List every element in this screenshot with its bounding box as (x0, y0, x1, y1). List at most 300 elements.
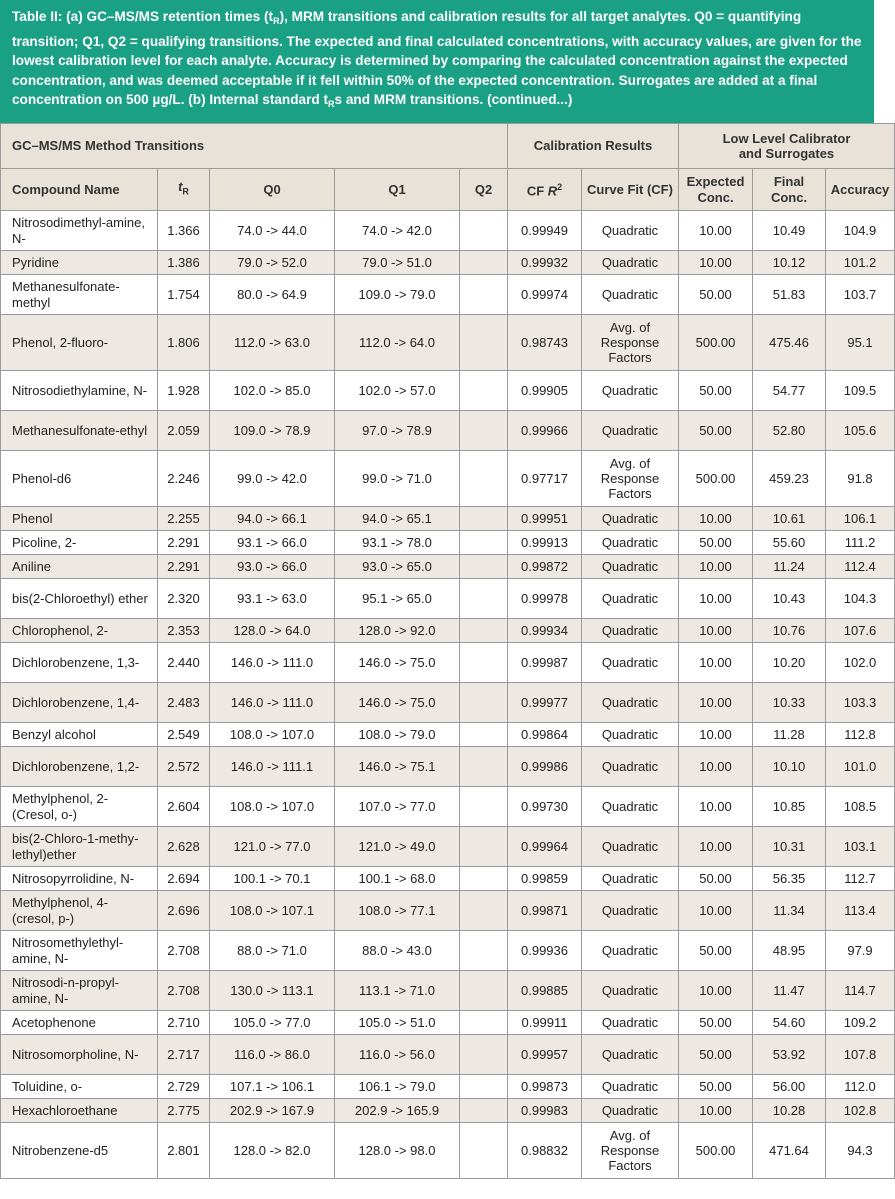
cell-fit: Quadratic (582, 371, 679, 411)
table-row (1, 1075, 895, 1099)
cell-expected: 50.00 (679, 531, 753, 555)
cell-final: 10.49 (753, 211, 826, 251)
cell-q1: 108.0 -> 77.1 (335, 891, 460, 931)
table-row (1, 555, 895, 579)
cell-expected: 10.00 (679, 251, 753, 275)
cell-q1: 100.1 -> 68.0 (335, 867, 460, 891)
cell-q0: 130.0 -> 113.1 (210, 971, 335, 1011)
cell-name: Methanesulfonate-methyl (1, 275, 158, 315)
cell-final: 10.10 (753, 747, 826, 787)
col-header-q0: Q0 (210, 169, 335, 211)
column-header-row (1, 169, 895, 211)
cell-expected: 500.00 (679, 315, 753, 371)
cell-r2: 0.99905 (508, 371, 582, 411)
cell-q2 (460, 747, 508, 787)
cell-final: 48.95 (753, 931, 826, 971)
table-row (1, 891, 895, 931)
cell-final: 11.24 (753, 555, 826, 579)
cell-r2: 0.99936 (508, 931, 582, 971)
cell-final: 471.64 (753, 1123, 826, 1179)
cell-fit: Quadratic (582, 747, 679, 787)
cell-q0: 88.0 -> 71.0 (210, 931, 335, 971)
cell-name: Nitrosodiethylamine, N- (1, 371, 158, 411)
cell-q2 (460, 1075, 508, 1099)
cell-name: Chlorophenol, 2- (1, 619, 158, 643)
col-header-cf-r2 (508, 169, 582, 211)
cell-name: bis(2-Chloroethyl) ether (1, 579, 158, 619)
cell-q0: 128.0 -> 82.0 (210, 1123, 335, 1179)
cell-expected: 10.00 (679, 827, 753, 867)
table-row (1, 867, 895, 891)
cell-r2: 0.99987 (508, 643, 582, 683)
cell-accuracy: 91.8 (826, 451, 895, 507)
caption-text-start: Table II: (a) GC–MS/MS retention times (t (12, 9, 274, 24)
cell-accuracy: 113.4 (826, 891, 895, 931)
cell-final: 52.80 (753, 411, 826, 451)
cell-q2 (460, 971, 508, 1011)
cell-final: 10.20 (753, 643, 826, 683)
cell-q2 (460, 787, 508, 827)
cell-tr: 2.353 (158, 619, 210, 643)
table-row (1, 723, 895, 747)
table-row (1, 451, 895, 507)
table-row (1, 275, 895, 315)
cell-q1: 202.9 -> 165.9 (335, 1099, 460, 1123)
col-header-final-label: Final Conc. (770, 174, 808, 205)
cell-q1: 109.0 -> 79.0 (335, 275, 460, 315)
col-header-accuracy: Accuracy (826, 169, 895, 211)
cell-expected: 10.00 (679, 555, 753, 579)
cell-expected: 10.00 (679, 507, 753, 531)
cell-fit: Quadratic (582, 683, 679, 723)
cell-r2: 0.99872 (508, 555, 582, 579)
cell-tr: 2.775 (158, 1099, 210, 1123)
cell-q0: 121.0 -> 77.0 (210, 827, 335, 867)
cell-r2: 0.99911 (508, 1011, 582, 1035)
cell-expected: 10.00 (679, 579, 753, 619)
col-header-q1: Q1 (335, 169, 460, 211)
cell-q1: 121.0 -> 49.0 (335, 827, 460, 867)
group-header-low-level (679, 124, 895, 169)
cell-fit: Quadratic (582, 643, 679, 683)
cell-r2: 0.99932 (508, 251, 582, 275)
cell-accuracy: 107.6 (826, 619, 895, 643)
cell-expected: 10.00 (679, 643, 753, 683)
cell-final: 51.83 (753, 275, 826, 315)
col-header-curve-fit: Curve Fit (CF) (582, 169, 679, 211)
cell-fit: Quadratic (582, 507, 679, 531)
cell-q1: 102.0 -> 57.0 (335, 371, 460, 411)
cell-name: Phenol, 2-fluoro- (1, 315, 158, 371)
cell-q1: 108.0 -> 79.0 (335, 723, 460, 747)
cell-q0: 107.1 -> 106.1 (210, 1075, 335, 1099)
cell-fit: Quadratic (582, 251, 679, 275)
table-row (1, 211, 895, 251)
cell-final: 11.28 (753, 723, 826, 747)
cell-fit: Quadratic (582, 931, 679, 971)
cell-tr: 2.291 (158, 531, 210, 555)
cell-q2 (460, 371, 508, 411)
cell-tr: 1.386 (158, 251, 210, 275)
table-row (1, 643, 895, 683)
cell-name: Nitrosodimethyl-amine, N- (1, 211, 158, 251)
cell-fit: Quadratic (582, 1011, 679, 1035)
cell-q0: 100.1 -> 70.1 (210, 867, 335, 891)
cell-accuracy: 112.0 (826, 1075, 895, 1099)
cell-tr: 2.246 (158, 451, 210, 507)
cell-q2 (460, 579, 508, 619)
cell-q2 (460, 723, 508, 747)
cell-final: 10.85 (753, 787, 826, 827)
cell-final: 53.92 (753, 1035, 826, 1075)
cell-fit: Quadratic (582, 827, 679, 867)
cell-name: Nitrosopyrrolidine, N- (1, 867, 158, 891)
cell-q0: 116.0 -> 86.0 (210, 1035, 335, 1075)
table-row (1, 1123, 895, 1179)
cell-tr: 2.483 (158, 683, 210, 723)
cell-q2 (460, 251, 508, 275)
cell-q1: 93.1 -> 78.0 (335, 531, 460, 555)
cell-accuracy: 107.8 (826, 1035, 895, 1075)
cell-q1: 116.0 -> 56.0 (335, 1035, 460, 1075)
cell-q2 (460, 867, 508, 891)
cell-final: 11.47 (753, 971, 826, 1011)
cell-q2 (460, 683, 508, 723)
cell-expected: 500.00 (679, 1123, 753, 1179)
cell-accuracy: 112.7 (826, 867, 895, 891)
cell-name: Picoline, 2- (1, 531, 158, 555)
cell-r2: 0.98743 (508, 315, 582, 371)
cell-q1: 146.0 -> 75.0 (335, 643, 460, 683)
cell-tr: 2.628 (158, 827, 210, 867)
cell-final: 10.31 (753, 827, 826, 867)
cell-final: 56.35 (753, 867, 826, 891)
cell-fit: Quadratic (582, 211, 679, 251)
cell-accuracy: 102.0 (826, 643, 895, 683)
cell-final: 10.28 (753, 1099, 826, 1123)
cell-r2: 0.99978 (508, 579, 582, 619)
cell-q0: 112.0 -> 63.0 (210, 315, 335, 371)
cell-expected: 10.00 (679, 891, 753, 931)
cell-r2: 0.99913 (508, 531, 582, 555)
cell-tr: 2.708 (158, 971, 210, 1011)
cell-name: Hexachloroethane (1, 1099, 158, 1123)
cell-name: Aniline (1, 555, 158, 579)
cell-q2 (460, 411, 508, 451)
cell-q2 (460, 891, 508, 931)
group-header-low-level-label: Low Level Calibrator and Surrogates (722, 130, 851, 161)
table-row (1, 931, 895, 971)
cell-r2: 0.97717 (508, 451, 582, 507)
cell-q1: 74.0 -> 42.0 (335, 211, 460, 251)
cell-q2 (460, 211, 508, 251)
cell-q2 (460, 507, 508, 531)
cell-fit: Quadratic (582, 723, 679, 747)
cell-tr: 2.696 (158, 891, 210, 931)
cell-expected: 10.00 (679, 723, 753, 747)
cell-expected: 50.00 (679, 867, 753, 891)
cell-q2 (460, 275, 508, 315)
cell-tr: 2.801 (158, 1123, 210, 1179)
cell-fit: Quadratic (582, 619, 679, 643)
cell-q0: 109.0 -> 78.9 (210, 411, 335, 451)
cell-expected: 10.00 (679, 971, 753, 1011)
cell-tr: 2.440 (158, 643, 210, 683)
cell-q2 (460, 315, 508, 371)
table-row (1, 683, 895, 723)
cell-fit: Quadratic (582, 531, 679, 555)
col-header-r-label: R (547, 183, 558, 199)
col-header-expected-label: Expected Conc. (686, 174, 745, 205)
cell-r2: 0.99871 (508, 891, 582, 931)
cell-q0: 93.1 -> 63.0 (210, 579, 335, 619)
cell-name: Dichlorobenzene, 1,3- (1, 643, 158, 683)
cell-fit: Avg. of Response Factors (582, 315, 679, 371)
col-header-q2: Q2 (460, 169, 508, 211)
table-row (1, 1035, 895, 1075)
cell-q1: 128.0 -> 98.0 (335, 1123, 460, 1179)
cell-name: bis(2-Chloro-1-methy-lethyl)ether (1, 827, 158, 867)
cell-expected: 50.00 (679, 275, 753, 315)
cell-q1: 112.0 -> 64.0 (335, 315, 460, 371)
col-header-tr-label: t (178, 178, 183, 194)
cell-r2: 0.99730 (508, 787, 582, 827)
cell-r2: 0.99873 (508, 1075, 582, 1099)
cell-expected: 50.00 (679, 1075, 753, 1099)
cell-expected: 10.00 (679, 787, 753, 827)
cell-q1: 106.1 -> 79.0 (335, 1075, 460, 1099)
cell-accuracy: 111.2 (826, 531, 895, 555)
cell-name: Nitrosodi-n-propyl-amine, N- (1, 971, 158, 1011)
cell-name: Pyridine (1, 251, 158, 275)
cell-r2: 0.99977 (508, 683, 582, 723)
cell-q0: 93.1 -> 66.0 (210, 531, 335, 555)
cell-expected: 50.00 (679, 411, 753, 451)
cell-q2 (460, 1099, 508, 1123)
table-row (1, 827, 895, 867)
cell-expected: 500.00 (679, 451, 753, 507)
col-header-expected (679, 169, 753, 211)
cell-q2 (460, 555, 508, 579)
table-caption (0, 0, 874, 123)
cell-tr: 2.059 (158, 411, 210, 451)
cell-q1: 146.0 -> 75.1 (335, 747, 460, 787)
cell-q2 (460, 619, 508, 643)
cell-expected: 50.00 (679, 1011, 753, 1035)
cell-accuracy: 103.7 (826, 275, 895, 315)
cell-final: 10.12 (753, 251, 826, 275)
results-table (0, 123, 895, 1179)
cell-fit: Quadratic (582, 411, 679, 451)
cell-fit: Quadratic (582, 1075, 679, 1099)
cell-q1: 88.0 -> 43.0 (335, 931, 460, 971)
cell-accuracy: 103.3 (826, 683, 895, 723)
cell-accuracy: 103.1 (826, 827, 895, 867)
cell-q0: 80.0 -> 64.9 (210, 275, 335, 315)
cell-accuracy: 114.7 (826, 971, 895, 1011)
cell-expected: 10.00 (679, 1099, 753, 1123)
cell-accuracy: 104.3 (826, 579, 895, 619)
cell-accuracy: 102.8 (826, 1099, 895, 1123)
table-row (1, 747, 895, 787)
cell-expected: 50.00 (679, 931, 753, 971)
cell-r2: 0.99974 (508, 275, 582, 315)
cell-accuracy: 94.3 (826, 1123, 895, 1179)
cell-q0: 108.0 -> 107.0 (210, 787, 335, 827)
cell-final: 475.46 (753, 315, 826, 371)
col-header-tr-sub: R (182, 186, 189, 197)
cell-q1: 107.0 -> 77.0 (335, 787, 460, 827)
cell-final: 54.60 (753, 1011, 826, 1035)
cell-fit: Quadratic (582, 275, 679, 315)
cell-name: Methanesulfonate-ethyl (1, 411, 158, 451)
cell-q0: 128.0 -> 64.0 (210, 619, 335, 643)
col-header-compound: Compound Name (1, 169, 158, 211)
cell-expected: 10.00 (679, 683, 753, 723)
table-row (1, 619, 895, 643)
cell-expected: 50.00 (679, 1035, 753, 1075)
cell-q0: 102.0 -> 85.0 (210, 371, 335, 411)
cell-accuracy: 112.8 (826, 723, 895, 747)
cell-q1: 94.0 -> 65.1 (335, 507, 460, 531)
cell-name: Nitrosomethylethyl-amine, N- (1, 931, 158, 971)
cell-final: 54.77 (753, 371, 826, 411)
cell-name: Nitrobenzene-d5 (1, 1123, 158, 1179)
cell-final: 10.76 (753, 619, 826, 643)
table-body (1, 211, 895, 1179)
cell-q0: 202.9 -> 167.9 (210, 1099, 335, 1123)
cell-q0: 79.0 -> 52.0 (210, 251, 335, 275)
cell-name: Methylphenol, 2- (Cresol, o-) (1, 787, 158, 827)
cell-accuracy: 106.1 (826, 507, 895, 531)
cell-q1: 113.1 -> 71.0 (335, 971, 460, 1011)
table-row (1, 315, 895, 371)
cell-fit: Quadratic (582, 787, 679, 827)
group-header-row (1, 124, 895, 169)
table-row (1, 507, 895, 531)
caption-text-end: s and MRM transitions. (continued...) (334, 92, 573, 108)
table-row (1, 371, 895, 411)
cell-accuracy: 109.2 (826, 1011, 895, 1035)
cell-q0: 94.0 -> 66.1 (210, 507, 335, 531)
cell-accuracy: 101.0 (826, 747, 895, 787)
cell-tr: 2.291 (158, 555, 210, 579)
cell-accuracy: 95.1 (826, 315, 895, 371)
cell-fit: Quadratic (582, 891, 679, 931)
cell-tr: 1.928 (158, 371, 210, 411)
cell-q2 (460, 643, 508, 683)
cell-q1: 95.1 -> 65.0 (335, 579, 460, 619)
table-row (1, 1011, 895, 1035)
cell-name: Benzyl alcohol (1, 723, 158, 747)
cell-final: 10.33 (753, 683, 826, 723)
cell-r2: 0.99885 (508, 971, 582, 1011)
cell-tr: 2.694 (158, 867, 210, 891)
table-row (1, 411, 895, 451)
cell-q1: 99.0 -> 71.0 (335, 451, 460, 507)
cell-final: 56.00 (753, 1075, 826, 1099)
cell-tr: 2.710 (158, 1011, 210, 1035)
cell-q0: 74.0 -> 44.0 (210, 211, 335, 251)
cell-final: 11.34 (753, 891, 826, 931)
cell-tr: 2.255 (158, 507, 210, 531)
col-header-tr (158, 169, 210, 211)
cell-name: Dichlorobenzene, 1,4- (1, 683, 158, 723)
cell-q2 (460, 531, 508, 555)
cell-name: Phenol-d6 (1, 451, 158, 507)
col-header-final (753, 169, 826, 211)
cell-accuracy: 104.9 (826, 211, 895, 251)
cell-tr: 2.572 (158, 747, 210, 787)
cell-q2 (460, 451, 508, 507)
cell-accuracy: 97.9 (826, 931, 895, 971)
table-row (1, 531, 895, 555)
table-row (1, 251, 895, 275)
cell-tr: 1.754 (158, 275, 210, 315)
cell-accuracy: 108.5 (826, 787, 895, 827)
cell-final: 10.43 (753, 579, 826, 619)
cell-q1: 79.0 -> 51.0 (335, 251, 460, 275)
table-row (1, 579, 895, 619)
cell-q0: 93.0 -> 66.0 (210, 555, 335, 579)
cell-expected: 10.00 (679, 619, 753, 643)
cell-fit: Quadratic (582, 867, 679, 891)
cell-r2: 0.99983 (508, 1099, 582, 1123)
cell-expected: 10.00 (679, 747, 753, 787)
cell-final: 10.61 (753, 507, 826, 531)
cell-q0: 146.0 -> 111.0 (210, 643, 335, 683)
cell-r2: 0.99949 (508, 211, 582, 251)
cell-q1: 146.0 -> 75.0 (335, 683, 460, 723)
cell-r2: 0.99966 (508, 411, 582, 451)
cell-r2: 0.98832 (508, 1123, 582, 1179)
cell-r2: 0.99964 (508, 827, 582, 867)
caption-subscript: R (273, 16, 280, 26)
cell-tr: 1.366 (158, 211, 210, 251)
cell-fit: Quadratic (582, 971, 679, 1011)
cell-final: 55.60 (753, 531, 826, 555)
cell-name: Phenol (1, 507, 158, 531)
table-row (1, 1099, 895, 1123)
table-row (1, 787, 895, 827)
cell-name: Acetophenone (1, 1011, 158, 1035)
cell-tr: 1.806 (158, 315, 210, 371)
table-row (1, 971, 895, 1011)
cell-q1: 93.0 -> 65.0 (335, 555, 460, 579)
cell-r2: 0.99986 (508, 747, 582, 787)
cell-q0: 108.0 -> 107.0 (210, 723, 335, 747)
cell-q0: 108.0 -> 107.1 (210, 891, 335, 931)
caption-subscript-2: R (328, 99, 335, 110)
cell-q1: 128.0 -> 92.0 (335, 619, 460, 643)
cell-name: Nitrosomorpholine, N- (1, 1035, 158, 1075)
cell-q2 (460, 931, 508, 971)
cell-tr: 2.729 (158, 1075, 210, 1099)
cell-accuracy: 101.2 (826, 251, 895, 275)
cell-q2 (460, 827, 508, 867)
cell-tr: 2.549 (158, 723, 210, 747)
cell-fit: Avg. of Response Factors (582, 1123, 679, 1179)
cell-r2: 0.99957 (508, 1035, 582, 1075)
cell-fit: Quadratic (582, 1099, 679, 1123)
cell-name: Dichlorobenzene, 1,2- (1, 747, 158, 787)
cell-tr: 2.717 (158, 1035, 210, 1075)
cell-final: 459.23 (753, 451, 826, 507)
cell-q1: 105.0 -> 51.0 (335, 1011, 460, 1035)
cell-name: Methylphenol, 4- (cresol, p-) (1, 891, 158, 931)
cell-accuracy: 109.5 (826, 371, 895, 411)
cell-fit: Avg. of Response Factors (582, 451, 679, 507)
